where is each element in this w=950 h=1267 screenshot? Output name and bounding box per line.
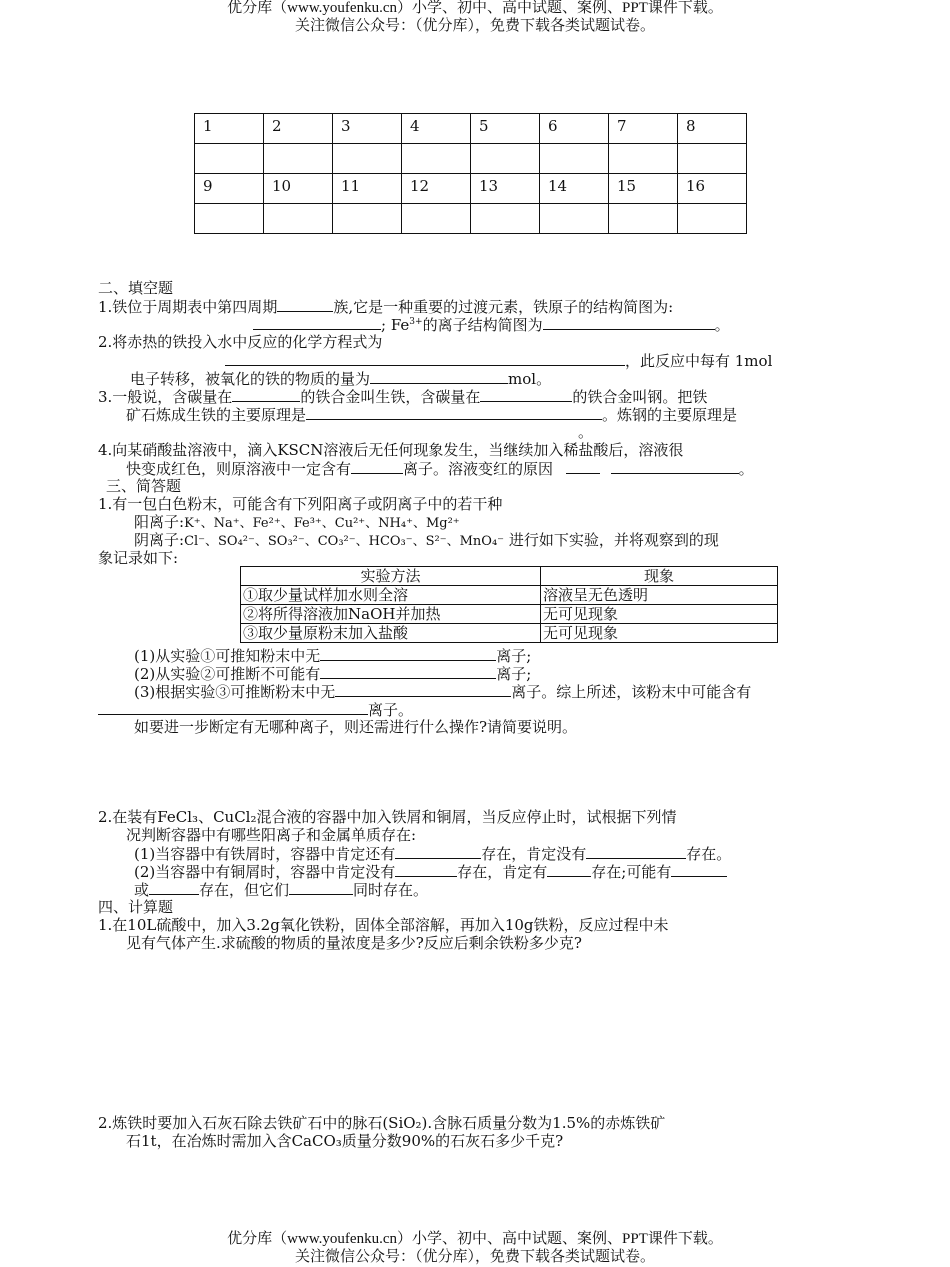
question-text: 4.向某硝酸盐溶液中，滴入KSCN溶液后无任何现象发生，当继续加入稀盐酸后，溶液很	[98, 441, 684, 459]
answer-cell	[609, 204, 678, 234]
question-text: (2)当容器中有铜屑时，容器中肯定没有	[134, 863, 396, 881]
footer-line-1: 优分库（www.youfenku.cn）小学、初中、高中试题、案例、PPT课件下载。	[227, 1231, 723, 1247]
question-text: 进行如下实验，并将观察到的现	[508, 531, 719, 549]
question-text: (2)从实验②可推断不可能有	[134, 665, 321, 683]
answer-blank[interactable]	[480, 387, 572, 402]
question-text: 1.铁位于周期表中第四周期	[98, 298, 278, 316]
question-2-3-end: 。	[578, 423, 594, 441]
answer-blank[interactable]	[351, 459, 403, 474]
answer-cell	[264, 144, 333, 174]
question-text: 离子。综上所述，该粉末中可能含有	[511, 683, 752, 701]
answer-blank[interactable]	[320, 646, 496, 661]
anion-list	[134, 531, 719, 551]
answer-table	[194, 113, 747, 234]
answer-number: 7	[609, 114, 678, 144]
answer-cell	[195, 144, 264, 174]
cation-list	[134, 513, 460, 533]
header-line-1: 优分库（www.youfenku.cn）小学、初中、高中试题、案例、PPT课件下载。	[227, 0, 723, 16]
question-2-3-cont	[126, 405, 737, 424]
table-cell: ①取少量试样加水则全溶	[241, 586, 541, 605]
answer-blank[interactable]	[543, 315, 715, 330]
answer-cell	[402, 144, 471, 174]
answer-cell	[333, 144, 402, 174]
question-text: 存在，肯定没有	[481, 845, 587, 863]
answer-cell	[678, 204, 747, 234]
answer-number: 2	[264, 114, 333, 144]
sub-question-3	[134, 682, 751, 701]
answer-number: 3	[333, 114, 402, 144]
answer-cell	[609, 144, 678, 174]
question-2-1-cont	[253, 315, 730, 334]
question-text: 或	[134, 881, 150, 899]
answer-number: 16	[678, 174, 747, 204]
table-row	[195, 174, 747, 204]
question-text: 3.一般说，含碳量在	[98, 388, 233, 406]
answer-blank[interactable]	[320, 664, 496, 679]
answer-blank[interactable]	[98, 700, 368, 715]
answer-number: 15	[609, 174, 678, 204]
header-line-2: 关注微信公众号：（优分库），免费下载各类试题试卷。	[294, 18, 655, 34]
answer-number: 5	[471, 114, 540, 144]
answer-blank[interactable]	[671, 862, 727, 877]
record-line: 象记录如下:	[98, 549, 179, 567]
table-row	[241, 586, 778, 605]
table-row	[195, 144, 747, 174]
question-text: ; Fe	[381, 316, 410, 334]
table-cell: ③取少量原粉末加入盐酸	[241, 624, 541, 643]
answer-cell	[471, 204, 540, 234]
answer-cell	[402, 204, 471, 234]
question-text: 的离子结构简图为	[422, 316, 543, 334]
section-title-calculation: 四、计算题	[98, 898, 174, 916]
question-4-1: 1.在10L硫酸中，加入3.2g氧化铁粉，固体全部溶解，再加入10g铁粉，反应过程中未	[98, 916, 669, 934]
question-2-2-cont	[225, 351, 772, 370]
question-text: 的铁合金叫钢。把铁	[572, 388, 708, 406]
sub-question-1	[134, 646, 531, 665]
question-text: 的铁合金叫生铁，含碳量在	[300, 388, 481, 406]
further-question: 如要进一步断定有无哪种离子，则还需进行什么操作?请简要说明。	[134, 718, 578, 736]
answer-blank[interactable]	[253, 315, 381, 330]
question-2-2-cont2	[130, 369, 551, 388]
punctuation: 。	[714, 316, 730, 334]
question-2-2	[98, 333, 382, 351]
label: 阳离子:	[134, 513, 185, 531]
answer-number: 12	[402, 174, 471, 204]
answer-blank[interactable]	[232, 387, 300, 402]
table-cell: 无可见现象	[541, 605, 778, 624]
answer-blank[interactable]	[611, 459, 739, 474]
sub-question-3-2-2	[134, 862, 727, 881]
question-text: (1)从实验①可推知粉末中无	[134, 647, 321, 665]
question-text: 离子;	[496, 647, 532, 665]
column-header: 现象	[541, 567, 778, 586]
question-2-4-cont	[126, 459, 754, 478]
question-3-1: 1.有一包白色粉末，可能含有下列阳离子或阴离子中的若干种	[98, 495, 503, 513]
charge-superscript: 3+	[409, 317, 423, 327]
question-text: (3)根据实验③可推断粉末中无	[134, 683, 336, 701]
table-header-row	[241, 567, 778, 586]
table-row	[195, 114, 747, 144]
answer-blank[interactable]	[586, 844, 686, 859]
question-text: 存在，但它们	[199, 881, 290, 899]
question-3-2-cont: 况判断容器中有哪些阳离子和金属单质存在:	[126, 826, 417, 844]
answer-cell	[471, 144, 540, 174]
sub-question-3-cont	[98, 700, 413, 719]
answer-number: 13	[471, 174, 540, 204]
answer-cell	[540, 204, 609, 234]
ion-list: Cl⁻、SO₄²⁻、SO₃²⁻、CO₃²⁻、HCO₃⁻、S²⁻、MnO₄⁻	[184, 534, 505, 549]
answer-number: 6	[540, 114, 609, 144]
answer-number: 10	[264, 174, 333, 204]
answer-cell	[333, 204, 402, 234]
table-row	[241, 605, 778, 624]
answer-cell	[195, 204, 264, 234]
question-text: 电子转移，被氧化的铁的物质的量为	[130, 370, 371, 388]
answer-cell	[264, 204, 333, 234]
answer-blank[interactable]	[306, 405, 602, 420]
answer-blank[interactable]	[395, 862, 457, 877]
section-title-fill-in: 二、填空题	[98, 279, 174, 297]
answer-blank[interactable]	[149, 880, 199, 895]
question-text: 。炼钢的主要原理是	[602, 406, 738, 424]
answer-blank[interactable]	[225, 351, 625, 366]
question-text: ，此反应中每有 1mol	[625, 352, 773, 370]
answer-number: 14	[540, 174, 609, 204]
question-text: (1)当容器中有铁屑时，容器中肯定还有	[134, 845, 396, 863]
question-4-1-cont: 见有气体产生.求硫酸的物质的量浓度是多少?反应后剩余铁粉多少克?	[126, 934, 582, 952]
question-2-3	[98, 387, 707, 406]
question-text: 快变成红色，则原溶液中一定含有	[126, 460, 352, 478]
table-cell: ②将所得溶液加NaOH并加热	[241, 605, 541, 624]
answer-number: 8	[678, 114, 747, 144]
question-4-2: 2.炼铁时要加入石灰石除去铁矿石中的脉石(SiO₂).含脉石质量分数为1.5%的赤炼铁矿	[98, 1114, 666, 1132]
answer-blank[interactable]	[395, 844, 481, 859]
question-2-1	[98, 297, 673, 316]
sub-question-3-2-2-cont	[134, 880, 428, 899]
answer-blank[interactable]	[289, 880, 353, 895]
question-4-2-cont: 石1t，在冶炼时需加入含CaCO₃质量分数90%的石灰石多少千克?	[126, 1132, 564, 1150]
question-text: 矿石炼成生铁的主要原理是	[126, 406, 307, 424]
answer-cell	[540, 144, 609, 174]
question-text: 离子。	[368, 701, 414, 719]
label: 阴离子:	[134, 531, 185, 549]
answer-number: 1	[195, 114, 264, 144]
question-text: mol。	[508, 370, 552, 388]
punctuation: 。	[738, 460, 754, 478]
question-2-4	[98, 441, 683, 459]
question-text: 族,它是一种重要的过渡元素，铁原子的结构简图为:	[333, 298, 674, 316]
table-row	[195, 204, 747, 234]
question-text: 2.将赤热的铁投入水中反应的化学方程式为	[98, 333, 383, 351]
question-text: 存在;可能有	[591, 863, 672, 881]
answer-number: 11	[333, 174, 402, 204]
question-text: 存在，肯定有	[457, 863, 548, 881]
answer-blank[interactable]	[277, 297, 333, 312]
question-text: 同时存在。	[353, 881, 429, 899]
table-row	[241, 624, 778, 643]
answer-cell	[678, 144, 747, 174]
experiment-table	[240, 566, 778, 643]
table-cell: 溶液呈无色透明	[541, 586, 778, 605]
answer-blank[interactable]	[566, 459, 600, 474]
section-title-short-answer: 三、简答题	[106, 477, 182, 495]
question-text: 离子。溶液变红的原因	[403, 460, 554, 478]
column-header: 实验方法	[241, 567, 541, 586]
answer-number: 4	[402, 114, 471, 144]
answer-blank[interactable]	[335, 682, 511, 697]
question-text: 存在。	[686, 845, 732, 863]
question-text: 离子;	[496, 665, 532, 683]
ion-list: K⁺、Na⁺、Fe²⁺、Fe³⁺、Cu²⁺、NH₄⁺、Mg²⁺	[184, 516, 460, 531]
answer-number: 9	[195, 174, 264, 204]
footer-line-2: 关注微信公众号：（优分库），免费下载各类试题试卷。	[294, 1249, 655, 1265]
question-3-2: 2.在装有FeCl₃、CuCl₂混合液的容器中加入铁屑和铜屑，当反应停止时，试根据下列情	[98, 808, 677, 826]
answer-blank[interactable]	[370, 369, 508, 384]
sub-question-2	[134, 664, 531, 683]
table-cell: 无可见现象	[541, 624, 778, 643]
answer-blank[interactable]	[547, 862, 591, 877]
sub-question-3-2-1	[134, 844, 731, 863]
